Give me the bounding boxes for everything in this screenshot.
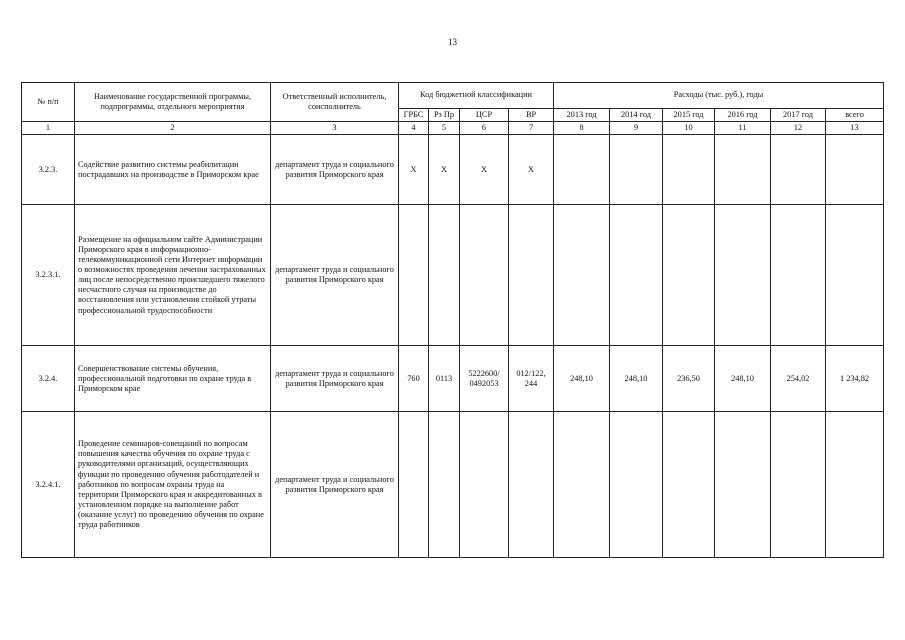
row-csr: Х xyxy=(460,135,509,205)
col-header-2015: 2015 год xyxy=(663,109,715,122)
table-row xyxy=(22,346,884,412)
column-number-row xyxy=(22,122,884,135)
col-group-budget-code: Код бюджетной классификации xyxy=(399,83,554,109)
row-2016 xyxy=(715,135,771,205)
col-number: 13 xyxy=(826,122,884,135)
col-header-num: № п/п xyxy=(22,83,75,122)
col-number: 6 xyxy=(460,122,509,135)
col-header-2016: 2016 год xyxy=(715,109,771,122)
table-row xyxy=(22,412,884,558)
row-rzpr: Х xyxy=(429,135,460,205)
col-header-name: Наименование государственной программы, подпрограммы, отдельного мероприятия xyxy=(75,83,271,122)
row-grbs xyxy=(399,205,429,346)
col-header-executor: Ответственный исполнитель, соисполнитель xyxy=(271,83,399,122)
row-total xyxy=(826,205,884,346)
table-row xyxy=(22,135,884,205)
row-csr xyxy=(460,412,509,558)
col-number: 9 xyxy=(610,122,663,135)
row-2013 xyxy=(554,135,610,205)
row-total xyxy=(826,412,884,558)
row-executor: департамент труда и социального развития Приморского края xyxy=(271,205,399,346)
row-rzpr: 0113 xyxy=(429,346,460,412)
row-2013 xyxy=(554,412,610,558)
row-2013: 248,10 xyxy=(554,346,610,412)
col-header-vr: ВР xyxy=(509,109,554,122)
table-row xyxy=(22,205,884,346)
row-executor: департамент труда и социального развития Приморского края xyxy=(271,412,399,558)
row-2017 xyxy=(771,135,826,205)
row-vr: Х xyxy=(509,135,554,205)
row-2015: 236,50 xyxy=(663,346,715,412)
row-grbs xyxy=(399,412,429,558)
row-2015 xyxy=(663,205,715,346)
row-num: 3.2.4.1. xyxy=(22,412,75,558)
row-rzpr xyxy=(429,412,460,558)
budget-table xyxy=(21,82,884,558)
row-num: 3.2.3.1. xyxy=(22,205,75,346)
row-executor: департамент труда и социального развития Приморского края xyxy=(271,346,399,412)
col-header-csr: ЦСР xyxy=(460,109,509,122)
page-number: 13 xyxy=(448,37,457,47)
row-name: Размещение на официальном сайте Администрации Приморского края в информационно-телекоммуникационной сети Интернет информации о возможностях проведения лечения застрахованных лиц после непосредственно происшедшего тяжелого несчастного случая на производстве до восстановления или установления стойкой утраты профессиональной трудоспособности xyxy=(75,205,271,346)
col-number: 11 xyxy=(715,122,771,135)
row-2013 xyxy=(554,205,610,346)
row-2017 xyxy=(771,205,826,346)
col-number: 7 xyxy=(509,122,554,135)
row-rzpr xyxy=(429,205,460,346)
row-name: Содействие развитию системы реабилитации пострадавших на производстве в Приморском крае xyxy=(75,135,271,205)
row-csr xyxy=(460,205,509,346)
col-header-2013: 2013 год xyxy=(554,109,610,122)
col-number: 4 xyxy=(399,122,429,135)
row-2014 xyxy=(610,412,663,558)
row-2014: 248,10 xyxy=(610,346,663,412)
row-num: 3.2.3. xyxy=(22,135,75,205)
row-vr xyxy=(509,205,554,346)
row-vr xyxy=(509,412,554,558)
col-number: 1 xyxy=(22,122,75,135)
row-2015 xyxy=(663,412,715,558)
col-header-total: всего xyxy=(826,109,884,122)
row-vr: 012/122, 244 xyxy=(509,346,554,412)
row-num: 3.2.4. xyxy=(22,346,75,412)
row-name: Совершенствование системы обучения, профессиональной подготовки по охране труда в Приморском крае xyxy=(75,346,271,412)
col-number: 2 xyxy=(75,122,271,135)
row-2016: 248,10 xyxy=(715,346,771,412)
row-csr: 5222600/ 0492053 xyxy=(460,346,509,412)
row-executor: департамент труда и социального развития Приморского края xyxy=(271,135,399,205)
row-2017 xyxy=(771,412,826,558)
row-grbs: 760 xyxy=(399,346,429,412)
row-2015 xyxy=(663,135,715,205)
header-row xyxy=(22,83,884,109)
row-2014 xyxy=(610,135,663,205)
col-group-expenses: Расходы (тыс. руб.), годы xyxy=(554,83,884,109)
col-number: 8 xyxy=(554,122,610,135)
col-header-2014: 2014 год xyxy=(610,109,663,122)
row-2014 xyxy=(610,205,663,346)
row-total: 1 234,82 xyxy=(826,346,884,412)
row-total xyxy=(826,135,884,205)
col-header-rzpr: Рз Пр xyxy=(429,109,460,122)
col-number: 12 xyxy=(771,122,826,135)
row-2017: 254,02 xyxy=(771,346,826,412)
col-number: 3 xyxy=(271,122,399,135)
row-name: Проведение семинаров-совещаний по вопросам повышения качества обучения по охране труда с руководителями организаций, осуществляющих функции по проведению обучения работодателей и работников по вопросам охраны труда на территории Приморского края и аккредитованных в установленном порядке на выполнение работ (оказание услуг) по проведению обучения по охране труда работников xyxy=(75,412,271,558)
col-header-2017: 2017 год xyxy=(771,109,826,122)
col-number: 10 xyxy=(663,122,715,135)
row-2016 xyxy=(715,412,771,558)
row-grbs: Х xyxy=(399,135,429,205)
col-header-grbs: ГРБС xyxy=(399,109,429,122)
row-2016 xyxy=(715,205,771,346)
col-number: 5 xyxy=(429,122,460,135)
